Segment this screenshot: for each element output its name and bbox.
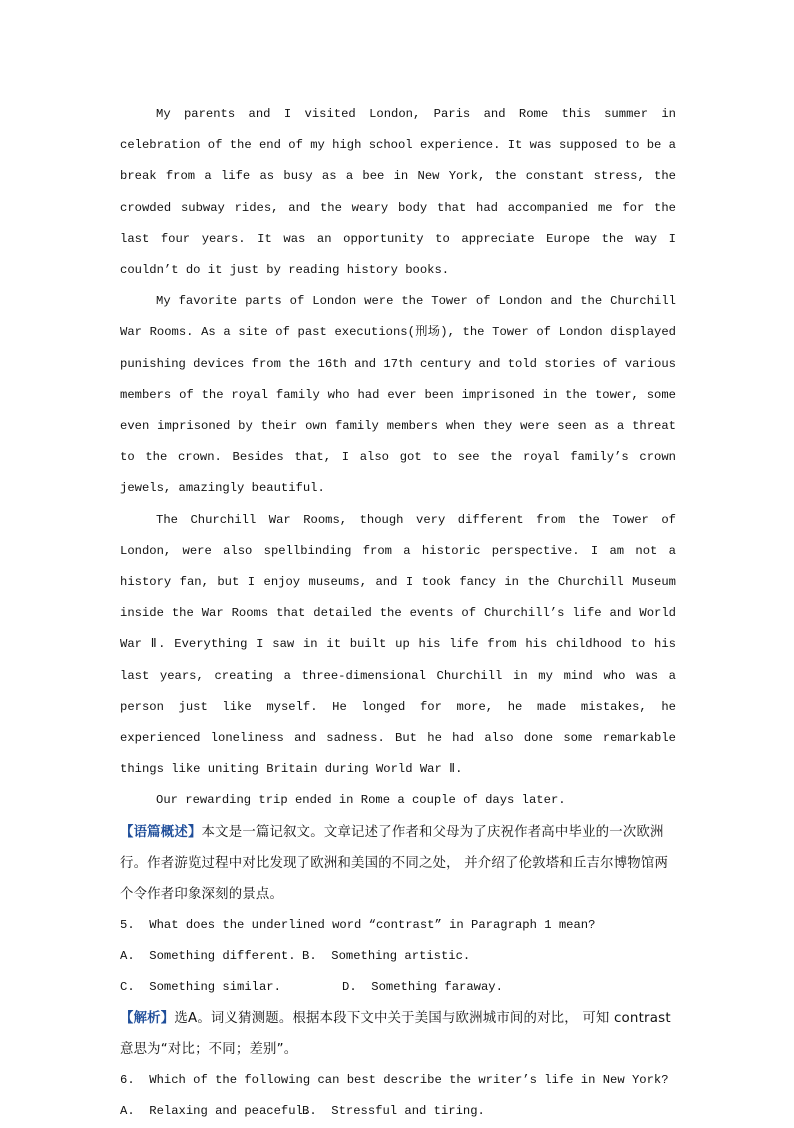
summary-text: 本文是一篇记叙文。文章记述了作者和父母为了庆祝作者高中毕业的一次欧洲行。作者游览过程中对比发现了欧洲和美国的不同之处， 并介绍了伦敦塔和丘吉尔博物馆两个令作者印象深刻的景点。 bbox=[120, 824, 669, 902]
question-5-options-row-2 bbox=[120, 972, 676, 1003]
question-5-options-row-1 bbox=[120, 941, 676, 972]
analysis-tag: 【解析】 bbox=[120, 1011, 175, 1027]
paragraph-4: Our rewarding trip ended in Rome a couple of days later. bbox=[156, 793, 566, 808]
question-6-option-a: A. Relaxing and peaceful. bbox=[120, 1104, 311, 1119]
analysis-text: 选A。词义猜测题。根据本段下文中关于美国与欧洲城市间的对比， 可知 contrast 意思为“对比；不同；差别”。 bbox=[120, 1011, 671, 1058]
question-5-option-d: D. Something faraway. bbox=[342, 980, 503, 995]
question-5-option-a: A. Something different. bbox=[120, 948, 296, 963]
summary-tag: 【语篇概述】 bbox=[120, 824, 202, 840]
document-page bbox=[120, 99, 676, 1128]
question-5-stem: 5. What does the underlined word “contrast” in Paragraph 1 mean? bbox=[120, 917, 596, 932]
summary-block bbox=[120, 817, 676, 910]
question-5-option-b: B. Something artistic. bbox=[302, 948, 471, 963]
analysis-block bbox=[120, 1003, 676, 1065]
question-5-option-c: C. Something similar. bbox=[120, 980, 281, 995]
question-6-stem: 6. Which of the following can best describe the writer’s life in New York? bbox=[120, 1073, 669, 1088]
paragraph-1: My parents and I visited London, Paris and Rome this summer in celebration of the end of my high school experience. It was supposed to be a break from a life as busy as a bee in New York, the constant stress, the crowded subway rides, and the weary body that had accompanied me for the last four years. It was an opportunity to appreciate Europe the way I couldn’t do it just by reading history books. bbox=[120, 107, 676, 278]
paragraph-3: The Churchill War Rooms, though very different from the Tower of London, were also spellbinding from a historic perspective. I am not a history fan, but I enjoy museums, and I took fancy in the Churchill Museum inside the War Rooms that detailed the events of Churchill’s life and World War Ⅱ. Everything I saw in it built up his life from his childhood to his last years, creating a three-dimensional Churchill in my mind who was a person just like myself. He longed for more, he made mistakes, he experienced loneliness and sadness. But he had also done some remarkable things like uniting Britain during World War Ⅱ. bbox=[120, 512, 676, 777]
paragraph-2: My favorite parts of London were the Tower of London and the Churchill War Rooms. As a site of past executions(刑场), the Tower of London displayed punishing devices from the 16th and 17th century and told stories of various members of the royal family who had ever been imprisoned in the tower, some even imprisoned by their own family members when they were seen as a threat to the crown. Besides that, I also got to see the royal family’s crown jewels, amazingly beautiful. bbox=[120, 294, 676, 496]
question-6-option-b: B. Stressful and tiring. bbox=[302, 1104, 485, 1119]
question-6-options-row bbox=[120, 1096, 676, 1127]
